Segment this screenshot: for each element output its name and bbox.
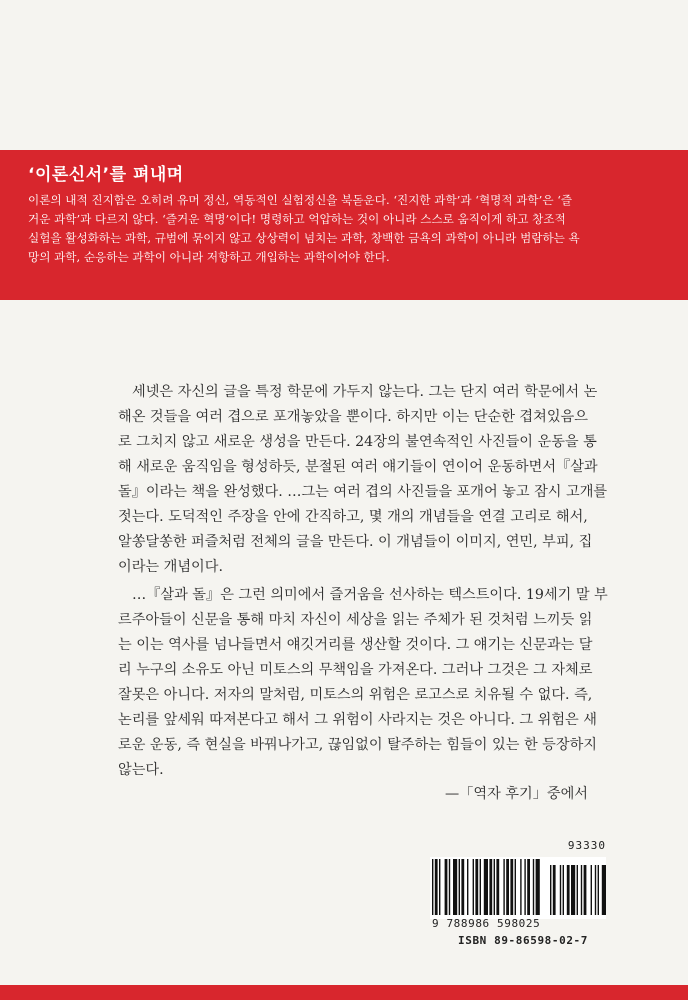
barcode-bar (480, 859, 481, 915)
barcode-bar (461, 859, 464, 915)
barcode-number: 9 788986 598025 (432, 917, 541, 930)
banner-line: 거운 과학’과 다르지 않다. ‘즐거운 혁명’이다! 명령하고 억압하는 것이 아니라 스스로 움직이게 하고 창조적 (28, 212, 566, 226)
excerpt-body (118, 380, 608, 783)
barcode-bar (484, 859, 488, 915)
barcode-bar (435, 859, 438, 915)
barcode-bar (496, 859, 499, 915)
barcode-bar (453, 859, 457, 915)
barcode-bars (430, 857, 606, 917)
barcode-addon-number: 93330 (567, 839, 606, 852)
barcode-addon-bar (584, 865, 587, 915)
text-line: 않는다. (118, 762, 164, 778)
barcode-bar (475, 859, 478, 915)
barcode-addon-bar (550, 865, 551, 915)
barcode-bar (510, 859, 513, 915)
barcode-addon-bar (581, 865, 582, 915)
text-line: 알쏭달쏭한 퍼즐처럼 전체의 글을 만든다. 이 개념들이 이미지, 연민, 부피, 집 (118, 534, 593, 550)
text-line: 해온 것들을 여러 겹으로 포개놓았을 뿐이다. 하지만 이는 단순한 겹쳐있음으 (118, 409, 588, 425)
text-line: …『살과 돌』은 그런 의미에서 즐거움을 선사하는 텍스트이다. 19세기 말 부 (132, 587, 608, 603)
text-line: 이라는 개념이다. (118, 559, 223, 575)
text-line: 는 이는 역사를 넘나들면서 얘깃거리를 생산할 것이다. 그 얘기는 신문과는 달 (118, 637, 593, 653)
barcode-bar (536, 859, 540, 915)
barcode-bar (515, 859, 516, 915)
excerpt-paragraph-1 (118, 380, 608, 580)
barcode-addon-bar (591, 865, 592, 915)
barcode-bar (506, 859, 509, 915)
banner-line: 실험을 활성화하는 과학, 규범에 묶이지 않고 상상력이 넘치는 과학, 창백한 금욕의 과학이 아니라 범람하는 욕 (28, 231, 580, 245)
barcode-addon-bar (563, 865, 564, 915)
barcode (430, 857, 606, 919)
barcode-bar (439, 859, 440, 915)
text-line: 로운 운동, 즉 현실을 바꿔나가고, 끊임없이 탈주하는 힘들이 있는 한 등장하지 (118, 737, 597, 753)
banner-body (28, 191, 662, 267)
barcode-addon-bar (598, 865, 599, 915)
barcode-bar (467, 859, 468, 915)
text-line: 젓는다. 도덕적인 주장을 안에 간직하고, 몇 개의 개념들을 연결 고리로 해서, (118, 509, 588, 525)
barcode-addon-bar (595, 865, 596, 915)
text-line: 해 새로운 움직임을 형성하듯, 분절된 여러 얘기들이 연이어 운동하면서『살과 (118, 459, 598, 475)
barcode-bar (449, 859, 450, 915)
barcode-bar (473, 859, 474, 915)
excerpt-source: —「역자 후기」중에서 (444, 786, 588, 802)
text-line: 돌』이라는 책을 완성했다. …그는 여러 겹의 사진들을 포개어 놓고 잠시 고개를 (118, 484, 608, 500)
barcode-bar (527, 859, 530, 915)
barcode-bar (503, 859, 504, 915)
barcode-bar (459, 859, 460, 915)
banner-line: 이론의 내적 진지함은 오히려 유머 정신, 역동적인 실험정신을 북돋운다. ‘진지한 과학’과 ‘혁명적 과학’은 ‘즐 (28, 193, 573, 207)
text-line: 세넷은 자신의 글을 특정 학문에 가두지 않는다. 그는 단지 여러 학문에서 논 (132, 384, 598, 400)
text-line: 잘못은 아니다. 저자의 말처럼, 미토스의 위험은 로고스로 치유될 수 없다. 즉, (118, 687, 593, 703)
series-banner (0, 150, 688, 300)
barcode-addon-bar (567, 865, 570, 915)
barcode-addon-bar (560, 865, 561, 915)
text-line: 리 누구의 소유도 아닌 미토스의 무책임을 가져온다. 그러나 그것은 그 자체로 (118, 662, 593, 678)
banner-line: 망의 과학, 순응하는 과학이 아니라 저항하고 개입하는 과학이어야 한다. (28, 250, 390, 264)
text-line: 논리를 앞세워 따져본다고 해서 그 위험이 사라지는 것은 아니다. 그 위험은 새 (118, 712, 597, 728)
text-line: 르주아들이 신문을 통해 마치 자신이 세상을 읽는 주체가 된 것처럼 느끼듯 읽 (118, 612, 593, 628)
barcode-addon-bar (602, 865, 606, 915)
barcode-addon-bar (577, 865, 578, 915)
excerpt-paragraph-2 (118, 583, 608, 783)
banner-title: ‘이론신서’를 펴내며 (28, 165, 184, 185)
barcode-addon-bar (553, 865, 556, 915)
barcode-bar (489, 859, 492, 915)
barcode-bar (494, 859, 495, 915)
barcode-bar (445, 859, 448, 915)
bottom-accent-strip (0, 985, 688, 1000)
text-line: 로 그치지 않고 새로운 생성을 만든다. 24장의 불연속적인 사진들이 운동을 통 (118, 434, 597, 450)
barcode-bar (520, 859, 521, 915)
barcode-bar (432, 859, 433, 915)
barcode-addon-bar (571, 865, 575, 915)
barcode-bar (524, 859, 525, 915)
isbn-label: ISBN 89-86598-02-7 (458, 934, 589, 947)
barcode-bar (533, 859, 534, 915)
